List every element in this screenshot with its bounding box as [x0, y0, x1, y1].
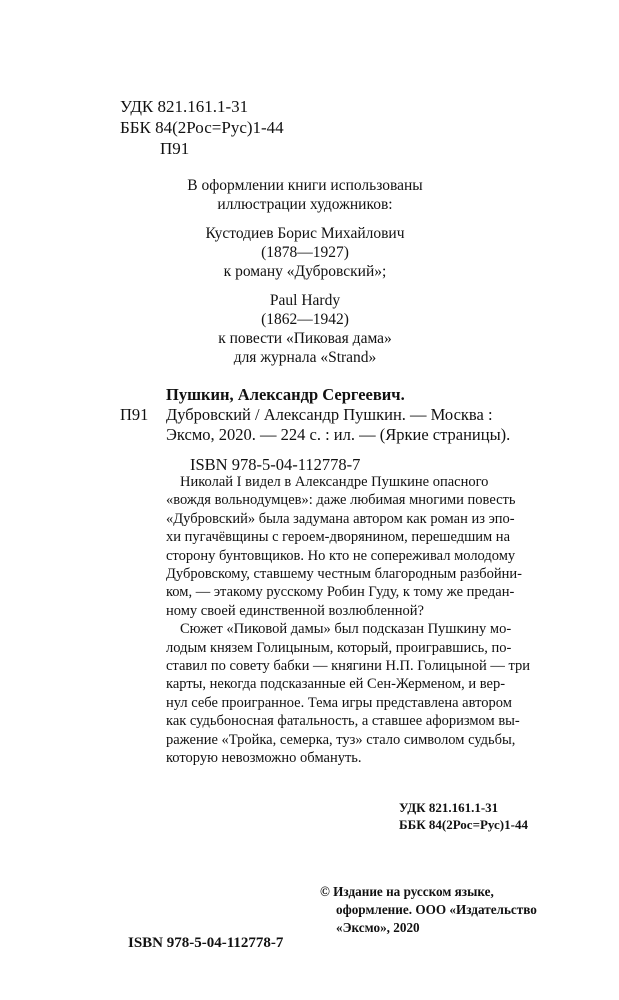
record-description-row	[120, 405, 550, 425]
annotation-line: ставил по совету бабки — княгини Н.П. Голицыной — три	[166, 658, 530, 675]
artist-work: к роману «Дубровский»;	[223, 263, 387, 280]
copyright-line: оформление. ООО «Издательство	[336, 902, 537, 917]
annotation-line: ному своей единственной возлюбленной?	[166, 602, 424, 619]
credits-intro	[150, 176, 460, 214]
annotation	[166, 473, 550, 768]
bibliographic-record	[120, 385, 550, 475]
annotation-line: которую невозможно обмануть.	[166, 750, 362, 767]
annotation-line: ражение «Тройка, семерка, туз» стало символом судьбы,	[166, 731, 516, 748]
artist-years: (1878—1927)	[261, 244, 349, 261]
record-heading: Пушкин, Александр Сергеевич.	[166, 385, 405, 404]
isbn-bottom: ISBN 978-5-04-112778-7	[128, 935, 284, 951]
bbk-code: ББК 84(2Рос=Рус)1-44	[120, 118, 284, 137]
artist-name: Кустодиев Борис Михайлович	[205, 225, 405, 242]
annotation-line: лодым князем Голицыным, который, проигравшись, по-	[166, 639, 512, 656]
annotation-line: «Дубровский» была задумана автором как роман из эпо-	[166, 510, 515, 527]
udk-code: УДК 821.161.1-31	[399, 800, 499, 815]
annotation-paragraph	[166, 620, 550, 767]
artist-years: (1862—1942)	[261, 311, 349, 328]
copyright-notice	[320, 883, 537, 937]
credits-intro-line: иллюстрации художников:	[217, 196, 393, 213]
artist-work: для журнала «Strand»	[233, 349, 377, 366]
record-description-line: Эксмо, 2020. — 224 с. : ил. — (Яркие страницы).	[166, 425, 511, 444]
annotation-line: Николай I видел в Александре Пушкине опасного	[180, 474, 489, 490]
bbk-code: ББК 84(2Рос=Рус)1-44	[399, 817, 528, 832]
annotation-paragraph	[166, 473, 550, 620]
annotation-line: карты, некогда подсказанные ей Сен-Жерменом, и вер-	[166, 676, 506, 693]
illustration-credits	[150, 176, 460, 377]
record-author-mark: П91	[120, 405, 149, 424]
annotation-line: «вождя вольнодумцев»: даже любимая многими повесть	[166, 492, 516, 509]
artist-work: к повести «Пиковая дама»	[218, 330, 392, 347]
artist-credit-hardy	[150, 291, 460, 367]
annotation-line: как судьбоносная фатальность, а ставшее афоризмом вы-	[166, 713, 520, 730]
artist-name: Paul Hardy	[269, 292, 341, 309]
annotation-line: Дубровскому, ставшему честным благородным разбойни-	[166, 566, 523, 583]
copyright-line: © Издание на русском языке,	[320, 884, 494, 899]
annotation-line: нул себе проигранное. Тема игры представлена автором	[166, 694, 512, 711]
annotation-line: сторону бунтовщиков. Но кто не сопереживал молодому	[166, 547, 516, 564]
annotation-line: Сюжет «Пиковой дамы» был подсказан Пушкину мо-	[180, 621, 512, 638]
annotation-line: хи пугачёвщины с героем-дворянином, перешедшим на	[166, 529, 511, 546]
record-isbn: ISBN 978-5-04-112778-7	[190, 455, 361, 474]
copyright-line: «Эксмо», 2020	[336, 920, 420, 935]
annotation-line: ком, — этакому русскому Робин Гуду, к тому же предан-	[166, 584, 515, 601]
credits-intro-line: В оформлении книги использованы	[187, 177, 423, 194]
classification-codes-bottom	[399, 799, 528, 833]
record-description-line: Дубровский / Александр Пушкин. — Москва :	[166, 405, 493, 424]
author-mark: П91	[160, 139, 190, 158]
udk-code: УДК 821.161.1-31	[120, 97, 249, 116]
classification-codes-top	[120, 96, 284, 159]
artist-credit-kustodiev	[150, 224, 460, 281]
